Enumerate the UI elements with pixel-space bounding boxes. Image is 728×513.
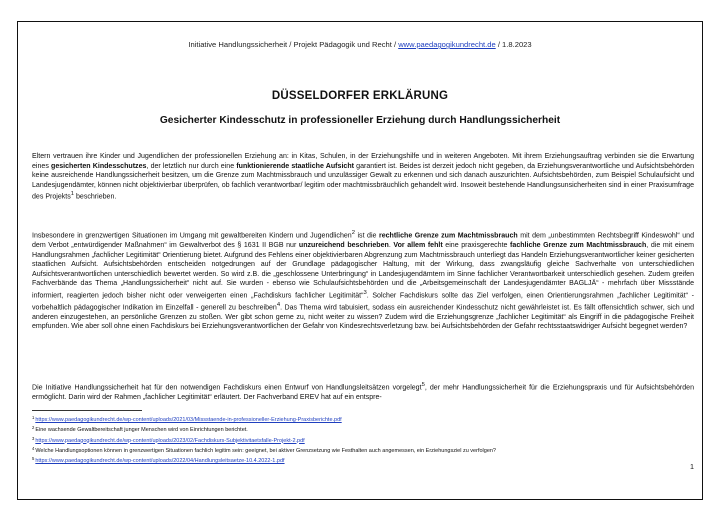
paragraph-3: Die Initiative Handlungssicherheit hat für den notwendigen Fachdiskurs einen Entwurf von Handlungsleitsätzen vorgelegt$^5$, der mehr Handlungssicherheit für die Erziehungspraxis und für Aufsichtsbehörden ermöglicht. Darin wird der Rahmen „fachlicher Legitimität“ erläutert. Der Fachverband EREV hat auf ein entspre- <box>32 382 694 401</box>
page-number: 1 <box>690 462 694 471</box>
document-header <box>17 40 703 49</box>
footnote-1: $^1$https://www.paedagogikundrecht.de/wp-content/uploads/2021/03/Missstaende-in-professioneller-Erziehung-Praxisberichte.pdf <box>32 415 342 423</box>
footnote-ref-3: 3 <box>363 289 367 296</box>
footnote-5-link[interactable]: https://www.paedagogikundrecht.de/wp-content/uploads/2022/04/Handlungsleitsaetze-10.4.2022-1.pdf <box>35 458 285 465</box>
footnote-3: $^3$https://www.paedagogikundrecht.de/wp-content/uploads/2023/02/Fachdiskurs-Subjektivitaetsfalle-Projekt-2.pdf <box>32 435 305 444</box>
paragraph-2: Insbesondere in grenzwertigen Situationen im Umgang mit gewaltbereiten Kindern und Jugendlichen$^2$ ist die rechtliche Grenze zum Machtmissbrauch mit dem „unbestimmten Rechtsbegriff Kindeswohl“ und dem Verbot „entwürdigender Maßnahmen“ im Gewaltverbot des § 1631 II BGB nur unzureichend beschrieben. Vor allem fehlt eine praxisgerechte fachliche Grenze zum Machtmissbrauch, die mit einem Handlungsrahmen „fachlicher Legitimität“ Orientierung bietet. Aufgrund des Fehlens einer objektivierbaren Abgrenzung zum Machtmissbrauch unterliegt das Handeln Erziehungsverantwortlicher keiner gesicherten staatlichen Aufsicht. Aufsichtsbehörden entscheiden notgedrungen auf der Grundlage pädagogischer Haltung, mit der Wirkung, dass zwangsläufig gleiche Sachverhalte von unterschiedlichen Aufsichtsverantwortlichen unterschiedlich bewertet werden. So wird z.B. die „geschlossene Unterbringung“ in Landesjugendämtern im Sinne fachlicher Verantwortbarkeit unterschiedlich gesehen. Zudem greifen Fachverbände das Thema „Handlungssicherheit“ nicht auf. Sie wurden - ebenso wie Schulaufsichtsbehörden und die „Arbeitsgemeinschaft der Landesjugendämter BAGLJÄ“ - mehrfach über Missstände informiert, reagierten jedoch bisher nicht oder verweigerten einen „Fachdiskurs fachlicher Legitimität“$^3$. Solcher Fachdiskurs sollte das Ziel verfolgen, einen Orientierungsrahmen „fachlicher Legitimität“ - vorbehaltlich pädagogischer Indikation im Einzelfall - generell zu beschreiben$^4$. Das Thema wird tabuisiert, sodass ein ausreichender Kindesschutz nicht gewährleistet ist. Es fällt offensichtlich schwer, sich und anderen einzugestehen, an persönliche Grenzen zu stoßen. Wer gibt schon gerne zu, nicht weiter zu wissen? Zudem wird die Erziehungsgrenze „fachlicher Legitimität“ als Eingriff in die pädagogische Freiheit empfunden. Wie aber soll ohne einen Fachdiskurs bei Erziehungsverantwortlichen der Gefahr von Kindesrechtsverletzung bzw. bei Aufsichtsbehörden der Gefahr rechtsstaatswidriger Aufsicht begegnet werden? <box>32 230 695 331</box>
footnote-separator <box>32 410 142 411</box>
footnote-ref-5: 5 <box>421 382 425 388</box>
paragraph-1: Eltern vertrauen ihre Kinder und Jugendlichen der professionellen Erziehung an: in Kitas, Schulen, in der Erziehungshilfe und in weiteren Angeboten. Mit ihrem Erziehungsauftrag verbinden sie die Erwartung eines gesicherten Kindesschutzes, der letztlich nur durch eine funktionierende staatliche Aufsicht garantiert ist. Beides ist derzeit jedoch nicht gegeben, da Erziehungsverantwortliche und Aufsichtsbehörden keine ausreichende Handlungssicherheit besitzen, um die Grenze zum Machtmissbrauch und unzulässiger Gewalt zu erkennen und sich danach auszurichten. Aufsichtsbehörden, zum Beispiel Schulaufsicht und Landesjugendämter, können nicht objektivierbar überprüfen, ob fachlich verantwortbar/ legitim oder machtmissbräuchlich gehandelt wird. Insoweit bestehende Handlungsunsicherheiten sind in einer Praxisumfrage des Projekts$^1$ beschrieben. <box>32 153 694 201</box>
header-text: Initiative Handlungssicherheit / Projekt Pädagogik und Recht / <box>188 40 399 49</box>
footnote-5: $^5$https://www.paedagogikundrecht.de/wp-content/uploads/2022/04/Handlungsleitsaetze-10.4.2022-1.pdf <box>32 456 285 465</box>
footnote-4: $^4$Welche Handlungsoptionen können in grenzwertigen Situationen fachlich legitim sein: geeignet, bei aktiver Grenzsetzung wie Festhalten auch angemessen, ein Erziehungsziel zu verfolgen? <box>32 445 496 454</box>
header-date: / 1.8.2023 <box>495 40 532 49</box>
footnote-2: $^2$Eine wachsende Gewaltbereitschaft junger Menschen wird von Einrichtungen berichtet. <box>32 425 248 434</box>
footnote-ref-1: 1 <box>70 191 75 198</box>
footnote-ref-4: 4 <box>276 301 281 308</box>
website-link[interactable]: www.paedagogikundrecht.de <box>398 40 496 49</box>
footnotes <box>32 414 694 465</box>
footnote-3-link[interactable]: https://www.paedagogikundrecht.de/wp-content/uploads/2023/02/Fachdiskurs-Subjektivitaetsfalle-Projekt-2.pdf <box>35 437 305 444</box>
document-title: DÜSSELDORFER ERKLÄRUNG <box>271 90 449 102</box>
document-subtitle: Gesicherter Kindesschutz in professioneller Erziehung durch Handlungssicherheit <box>159 115 561 126</box>
footnote-ref-2: 2 <box>351 230 355 236</box>
footnote-1-link[interactable]: https://www.paedagogikundrecht.de/wp-content/uploads/2021/03/Missstaende-in-professioneller-Erziehung-Praxisberichte.pdf <box>35 417 342 423</box>
